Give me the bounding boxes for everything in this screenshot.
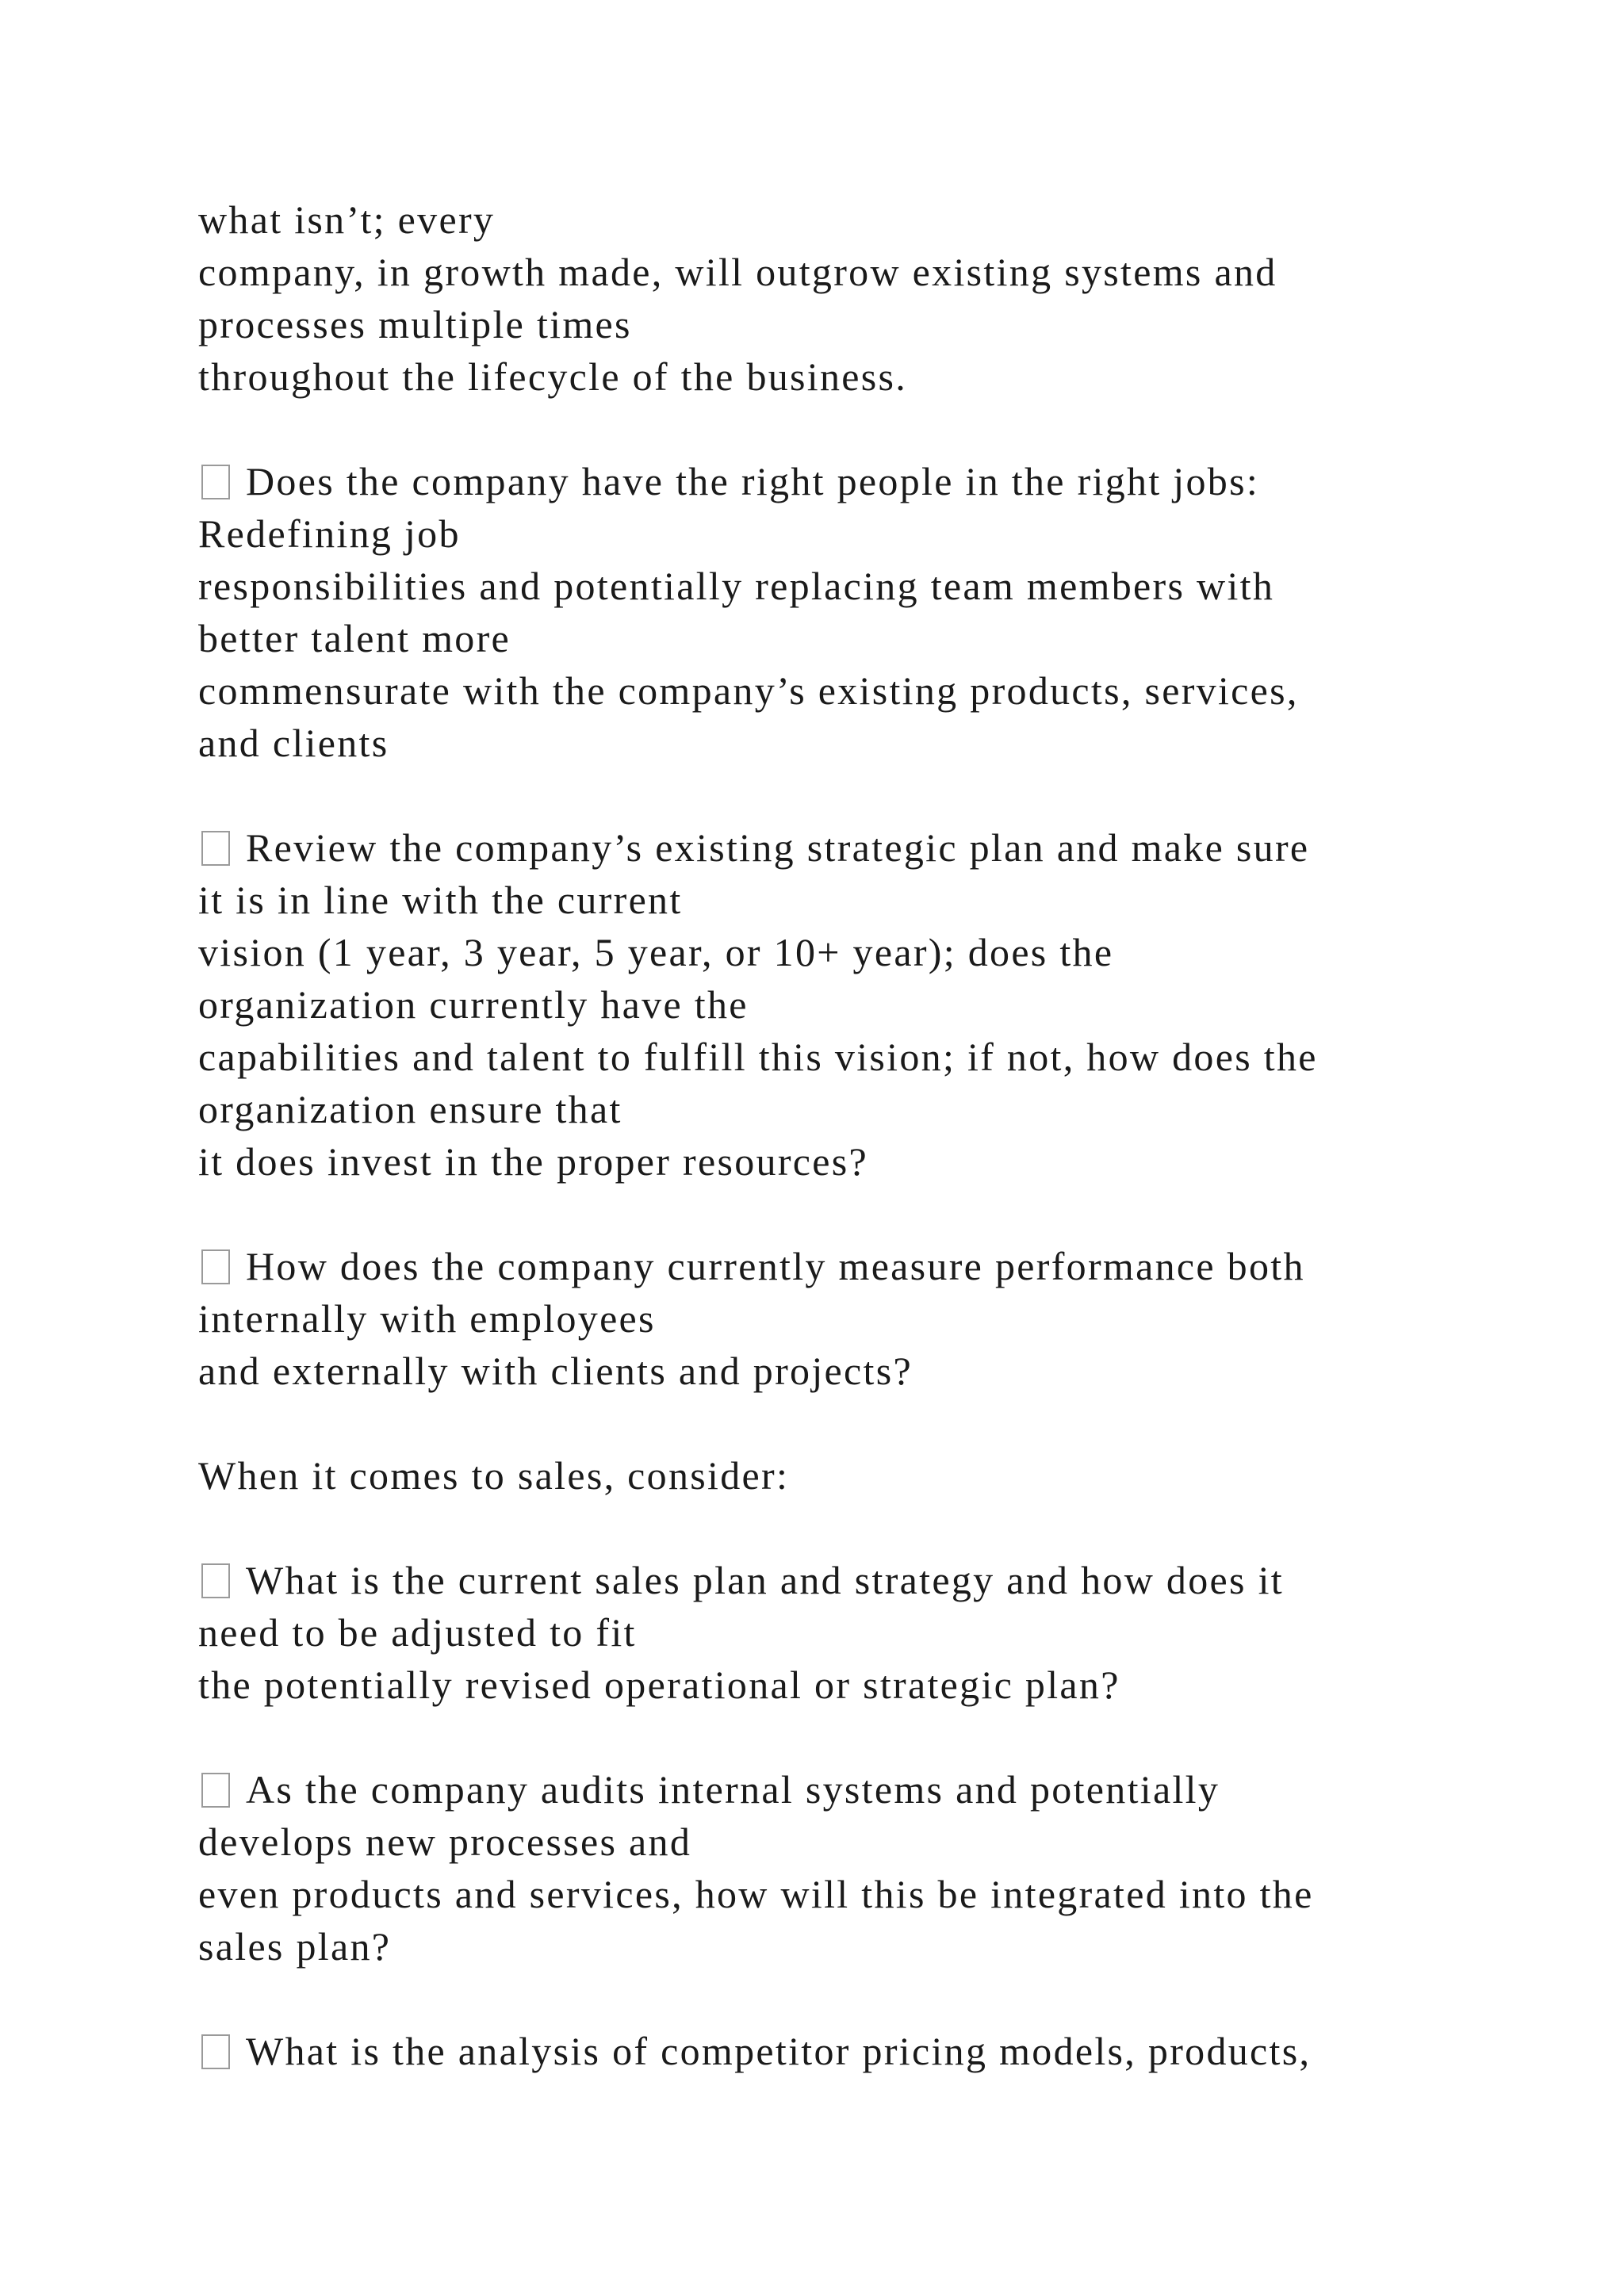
line-text: Review the company’s existing strategic plan and make sure xyxy=(246,825,1310,870)
line-text: throughout the lifecycle of the business. xyxy=(198,354,908,399)
bullet-paragraph xyxy=(198,1763,1451,1973)
text-line xyxy=(198,1554,1451,1606)
paragraph-gap xyxy=(198,1711,1451,1763)
paragraph-gap xyxy=(198,403,1451,455)
text-line xyxy=(198,1345,1451,1397)
paragraph-gap xyxy=(198,1973,1451,2025)
line-text: capabilities and talent to fulfill this vision; if not, how does the xyxy=(198,1035,1318,1079)
line-text: What is the analysis of competitor pricing models, products, xyxy=(246,2029,1312,2073)
text-line xyxy=(198,246,1451,298)
missing-glyph-bullet-icon xyxy=(201,2034,230,2069)
text-paragraph xyxy=(198,193,1451,403)
line-text: it does invest in the proper resources? xyxy=(198,1139,869,1184)
text-line xyxy=(198,298,1451,350)
line-text: it is in line with the current xyxy=(198,878,683,922)
line-text: responsibilities and potentially replacing team members with xyxy=(198,564,1275,608)
line-text: vision (1 year, 3 year, 5 year, or 10+ year); does the xyxy=(198,930,1114,974)
text-line xyxy=(198,1449,1451,1502)
text-line xyxy=(198,1083,1451,1135)
document-body xyxy=(198,193,1451,2077)
text-line xyxy=(198,1659,1451,1711)
text-line xyxy=(198,821,1451,874)
bullet-paragraph xyxy=(198,2025,1451,2077)
line-text: What is the current sales plan and strategy and how does it xyxy=(246,1558,1284,1602)
text-line xyxy=(198,926,1451,978)
text-line xyxy=(198,560,1451,612)
line-text: organization currently have the xyxy=(198,982,749,1027)
text-line xyxy=(198,193,1451,246)
missing-glyph-bullet-icon xyxy=(201,831,230,866)
text-line xyxy=(198,978,1451,1031)
text-line xyxy=(198,1920,1451,1973)
text-line xyxy=(198,664,1451,717)
missing-glyph-bullet-icon xyxy=(201,1563,230,1598)
paragraph-gap xyxy=(198,769,1451,821)
text-line xyxy=(198,612,1451,664)
text-line xyxy=(198,2025,1451,2077)
text-line xyxy=(198,1868,1451,1920)
paragraph-gap xyxy=(198,1397,1451,1449)
text-line xyxy=(198,350,1451,403)
line-text: processes multiple times xyxy=(198,302,632,346)
line-text: what isn’t; every xyxy=(198,197,496,242)
text-line xyxy=(198,1816,1451,1868)
line-text: sales plan? xyxy=(198,1924,392,1969)
line-text: the potentially revised operational or strategic plan? xyxy=(198,1663,1120,1707)
line-text: organization ensure that xyxy=(198,1087,622,1131)
text-line xyxy=(198,1031,1451,1083)
line-text: How does the company currently measure performance both xyxy=(246,1244,1305,1288)
line-text: commensurate with the company’s existing products, services, xyxy=(198,668,1299,713)
line-text: Does the company have the right people in the right jobs: xyxy=(246,459,1260,503)
paragraph-gap xyxy=(198,1188,1451,1240)
bullet-paragraph xyxy=(198,1554,1451,1711)
missing-glyph-bullet-icon xyxy=(201,465,230,499)
missing-glyph-bullet-icon xyxy=(201,1249,230,1284)
text-line xyxy=(198,1240,1451,1292)
bullet-paragraph xyxy=(198,455,1451,769)
text-line xyxy=(198,455,1451,507)
line-text: When it comes to sales, consider: xyxy=(198,1453,790,1498)
text-line xyxy=(198,1135,1451,1188)
line-text: and clients xyxy=(198,721,389,765)
line-text: better talent more xyxy=(198,616,511,660)
paragraph-gap xyxy=(198,1502,1451,1554)
line-text: Redefining job xyxy=(198,511,461,556)
text-line xyxy=(198,1763,1451,1816)
text-line xyxy=(198,507,1451,560)
bullet-paragraph xyxy=(198,1240,1451,1397)
line-text: As the company audits internal systems and potentially xyxy=(246,1767,1220,1812)
bullet-paragraph xyxy=(198,821,1451,1188)
line-text: company, in growth made, will outgrow existing systems and xyxy=(198,250,1277,294)
text-line xyxy=(198,717,1451,769)
line-text: even products and services, how will this be integrated into the xyxy=(198,1872,1314,1916)
line-text: need to be adjusted to fit xyxy=(198,1610,637,1655)
text-line xyxy=(198,1292,1451,1345)
line-text: develops new processes and xyxy=(198,1820,692,1864)
text-paragraph xyxy=(198,1449,1451,1502)
text-line xyxy=(198,1606,1451,1659)
missing-glyph-bullet-icon xyxy=(201,1773,230,1808)
line-text: internally with employees xyxy=(198,1296,656,1341)
text-line xyxy=(198,874,1451,926)
line-text: and externally with clients and projects? xyxy=(198,1349,913,1393)
